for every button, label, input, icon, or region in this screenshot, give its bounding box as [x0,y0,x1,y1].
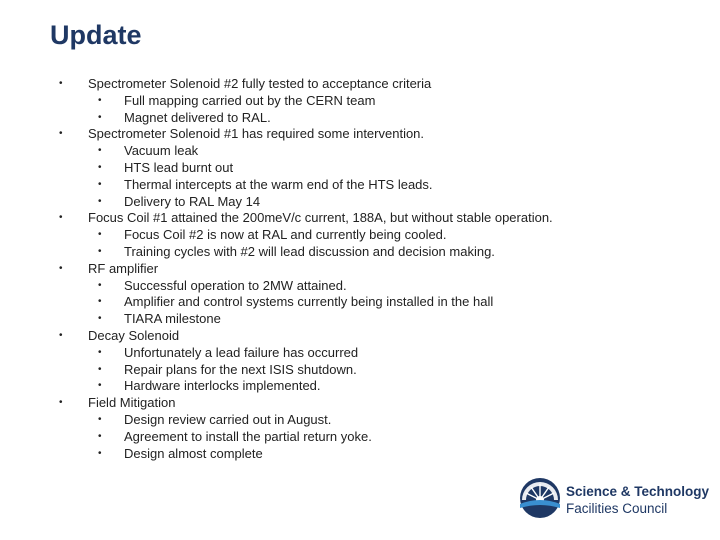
sub-bullet-text: Thermal intercepts at the warm end of the HTS leads. [124,176,433,192]
bullet-item [56,395,696,412]
bullet-glyph: • [59,329,63,341]
sub-bullet-item [56,429,696,446]
bullet-item [56,210,696,227]
sub-bullet-text: Delivery to RAL May 14 [124,193,261,209]
sub-bullet-item [56,93,696,110]
bullet-glyph: • [98,229,102,241]
stfc-logo [518,476,708,520]
bullet-glyph: • [98,161,102,173]
bullet-glyph: • [98,245,102,257]
sub-bullet-item [56,227,696,244]
bullet-glyph: • [59,262,63,274]
sub-bullet-item [56,177,696,194]
sub-bullet-text: Full mapping carried out by the CERN team [124,92,376,108]
sub-bullet-item [56,160,696,177]
sub-bullet-text: Amplifier and control systems currently being installed in the hall [124,294,494,310]
sub-bullet-item [56,378,696,395]
bullet-glyph: • [98,313,102,325]
sub-bullet-item [56,446,696,463]
sub-bullet-text: Successful operation to 2MW attained. [124,277,347,293]
bullet-glyph: • [59,397,63,409]
bullet-item [56,126,696,143]
bullet-glyph: • [59,128,63,140]
bullet-glyph: • [98,279,102,291]
sub-bullet-item [56,345,696,362]
bullet-glyph: • [98,447,102,459]
bullet-glyph: • [98,430,102,442]
bullet-text: Decay Solenoid [88,327,180,343]
bullet-item [56,328,696,345]
sub-bullet-text: Hardware interlocks implemented. [124,378,321,394]
bullet-glyph: • [98,195,102,207]
bullet-item [56,261,696,278]
sub-bullet-item [56,244,696,261]
bullet-glyph: • [98,145,102,157]
sub-bullet-item [56,278,696,295]
bullet-glyph: • [98,94,102,106]
sub-bullet-item [56,143,696,160]
bullet-glyph: • [98,413,102,425]
bullet-glyph: • [98,296,102,308]
sub-bullet-item [56,194,696,211]
bullet-glyph: • [59,78,63,89]
sub-bullet-text: Design almost complete [124,445,263,461]
logo-text-line2: Facilities Council [566,501,668,516]
bullet-text: Focus Coil #1 attained the 200meV/c current, 188A, but without stable operation. [88,210,553,226]
sub-bullet-text: Repair plans for the next ISIS shutdown. [124,361,357,377]
logo-text-line1: Science & Technology [566,484,710,499]
bullet-text: RF amplifier [88,260,159,276]
sub-bullet-item [56,311,696,328]
bullet-glyph: • [98,111,102,123]
bullet-glyph: • [98,363,102,375]
bullet-text: Spectrometer Solenoid #1 has required some intervention. [88,126,425,142]
sub-bullet-item [56,362,696,379]
bullet-item [56,76,696,93]
sub-bullet-text: TIARA milestone [124,311,221,327]
sub-bullet-item [56,294,696,311]
slide-title: Update [50,20,142,50]
sub-bullet-text: Design review carried out in August. [124,411,332,427]
bullet-glyph: • [59,212,63,224]
sub-bullet-text: Training cycles with #2 will lead discussion and decision making. [124,243,495,259]
bullet-text: Field Mitigation [88,395,176,411]
bullet-glyph: • [98,380,102,392]
bullet-glyph: • [98,346,102,358]
sub-bullet-item [56,412,696,429]
stfc-logo-icon [518,476,562,520]
sub-bullet-text: Agreement to install the partial return yoke. [124,428,372,444]
sub-bullet-text: Unfortunately a lead failure has occurred [124,344,359,360]
bullet-list [56,76,696,462]
sub-bullet-text: HTS lead burnt out [124,159,234,175]
sub-bullet-item [56,110,696,127]
sub-bullet-text: Focus Coil #2 is now at RAL and currently being cooled. [124,227,447,243]
bullet-glyph: • [98,178,102,190]
bullet-text: Spectrometer Solenoid #2 fully tested to acceptance criteria [88,76,432,91]
sub-bullet-text: Magnet delivered to RAL. [124,109,271,125]
sub-bullet-text: Vacuum leak [124,143,199,159]
